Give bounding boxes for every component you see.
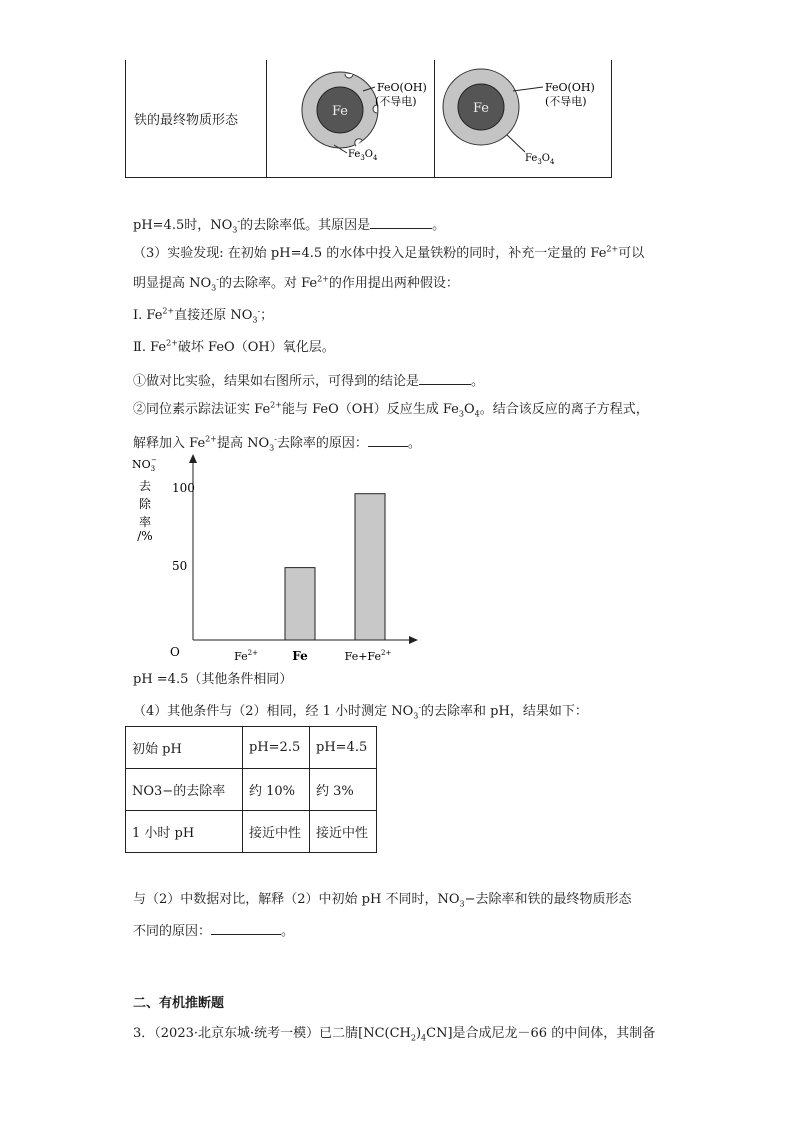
origin-label: O [170,645,180,659]
fe-core-label-2: Fe [472,101,490,116]
table-cell: pH=2.5 [243,727,310,769]
feooh-label-2: FeO(OH) [545,81,595,94]
y-axis-title-top: $NO_3-$ [132,456,157,473]
y-tick-100: 100 [172,481,195,495]
y-axis-char-3: 率 [138,515,152,529]
fe-particle-diagram-1 [267,60,434,173]
bar-3 [355,494,385,640]
row-label-cell [126,60,267,178]
y-axis-char-1: 去 [138,479,152,493]
text-line-5: Ⅱ. $Fe^{2+}$破坏 FeO（OH）氧化层。 [133,338,335,355]
text-line-2: （3）实验发现: 在初始 pH=4.5 的水体中投入足量铁粉的同时，补充一定量的 $Fe^{2+}$可以 [133,244,645,261]
chart-caption: pH =4.5（其他条件相同） [133,672,293,687]
answer-blank-1[interactable] [370,216,432,229]
y-axis-title [132,456,157,543]
table-cell: 接近中性 [310,811,377,853]
text-line-8: 解释加入 $Fe^{2+}$提高 $NO_3^-$去除率的原因： 。 [133,434,421,453]
result-table [125,726,377,853]
row-label: 铁的最终物质形态 [134,113,239,128]
y-axis-arrow [189,454,197,463]
x-label-fe2: $Fe^{2+}$ [234,649,258,663]
diagram-cell-1 [267,60,435,178]
text-line-3: 明显提高 $NO_3^-$的去除率。对 $Fe^{2+}$的作用提出两种假设： [133,274,459,293]
table-cell: 初始 pH [126,727,243,769]
question-3-intro: 3．（2023·北京东城·统考一模）已二腈$[NC(CH_2)_4CN]$是合成尼龙－66 的中间体，其制备 [133,1026,656,1043]
y-axis-char-4: /% [137,529,153,543]
bar-2 [285,568,315,640]
text-line-1: pH=4.5时，$NO_3^-$的去除率低。其原因是 。 [133,216,446,235]
x-axis-arrow [409,636,418,644]
iron-form-table [125,60,612,178]
table-cell: 接近中性 [243,811,310,853]
y-tick-50: 50 [172,559,188,573]
text-line-10: 与（2）中数据对比，解释（2）中初始 pH 不同时，$NO_3-$去除率和铁的最终物质形态 [133,892,632,909]
fe-particle-diagram-2 [435,60,611,173]
x-label-fe: Fe [292,649,308,663]
x-label-fe-fe2: $Fe+Fe^{2+}$ [344,649,392,663]
table-row [126,769,377,811]
table-cell [126,769,243,811]
text-line-4: Ⅰ. $Fe^{2+}$直接还原 $NO_3^-$； [133,306,274,325]
bars [285,494,385,640]
text-line-9: （4）其他条件与（2）相同，经 1 小时测定 $NO_3^-$的去除率和 pH，结果如下： [133,702,588,721]
y-axis-char-2: 除 [138,497,152,511]
table-cell: 约 10% [243,769,310,811]
table-row [126,811,377,853]
text-line-11: 不同的原因： 。 [133,924,295,939]
fe-core-label-1: Fe [331,104,349,119]
feooh-note-2: (不导电) [545,95,587,108]
answer-blank-4[interactable] [211,922,281,935]
answer-blank-2[interactable] [419,372,471,385]
text-line-6: ①做对比实验，结果如右图所示，可得到的结论是 。 [133,374,485,389]
text-line-7: ②同位素示踪法证实 $Fe^{2+}$能与 FeO（OH）反应生成 $Fe_3O_4$。结合该反应的离子方程式， [133,400,649,419]
table-row [126,727,377,769]
table-cell: 1 小时 pH [126,811,243,853]
table-cell: 约 3% [310,769,377,811]
removal-rate-chart [128,452,428,668]
feooh-label-1: FeO(OH) [377,81,427,94]
no3-removal-label: NO3−的去除率 [132,784,226,799]
fe3o4-label-2: $Fe_3O_4$ [525,153,555,166]
answer-blank-3[interactable] [368,434,408,447]
fe3o4-label-1: $Fe_3O_4$ [348,149,378,162]
diagram-cell-2 [435,60,612,178]
table-cell: pH=4.5 [310,727,377,769]
section-heading: 二、有机推断题 [133,996,225,1011]
feooh-note-1: (不导电) [375,95,417,108]
